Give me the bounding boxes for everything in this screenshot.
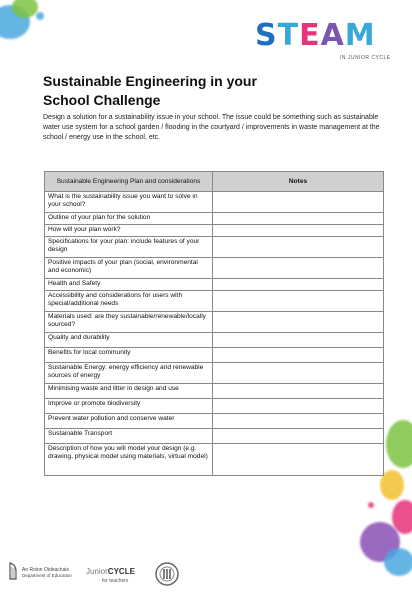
dept-line2: Department of Education [22, 573, 72, 578]
table-row [45, 429, 384, 444]
notes-cell[interactable] [213, 225, 384, 237]
notes-cell[interactable] [213, 213, 384, 225]
row-label: Prevent water pollution and conserve water [45, 414, 213, 429]
row-label: Positive impacts of your plan (social, environmental and economic) [45, 258, 213, 279]
row-label: Materials used: are they sustainable/renewable/locally sourced? [45, 312, 213, 333]
table-row [45, 237, 384, 258]
notes-cell[interactable] [213, 414, 384, 429]
row-label: Accessibility and considerations for users with special/additional needs [45, 291, 213, 312]
logo-subtitle: IN JUNIOR CYCLE [340, 55, 391, 61]
plan-table [44, 171, 384, 476]
notes-cell[interactable] [213, 237, 384, 258]
header-notes: Notes [213, 172, 384, 192]
steam-logo [255, 20, 405, 70]
table-row [45, 225, 384, 237]
notes-cell[interactable] [213, 444, 384, 476]
table-row [45, 279, 384, 291]
paint-splash-green-top-left [12, 0, 38, 18]
table-row [45, 363, 384, 384]
paint-splash-green-right [386, 420, 412, 468]
table-row [45, 312, 384, 333]
logo-letter-s: S [255, 18, 278, 53]
junior-cycle-logo [86, 563, 148, 585]
header-plan: Sustainable Engineering Plan and considerations [45, 172, 213, 192]
logo-letter-e: E [299, 18, 321, 53]
table-row [45, 414, 384, 429]
junior-cycle-wordmark [86, 567, 135, 576]
row-label: Benefits for local community [45, 348, 213, 363]
paint-splash-blue-right [384, 548, 412, 576]
department-of-education-logo [8, 562, 78, 582]
row-label: Sustainable Energy: energy efficiency and renewable sources of energy [45, 363, 213, 384]
logo-letter-m: M [344, 18, 376, 53]
notes-cell[interactable] [213, 279, 384, 291]
jc-word1: Junior [86, 567, 108, 576]
paint-splash-pink-small [368, 502, 374, 508]
logo-letter-a: A [320, 18, 345, 53]
table-row [45, 291, 384, 312]
notes-cell[interactable] [213, 258, 384, 279]
intro-paragraph: Design a solution for a sustainability issue in your school. The issue could be something such as sustainable water use system for a school garden / flooding in the courtyard / improvements in waste management at the school / energy use in the school, etc. [43, 114, 380, 141]
row-label: Minimising waste and litter in design and use [45, 384, 213, 399]
page-title: Sustainable Engineering in your School Challenge [43, 73, 257, 108]
notes-cell[interactable] [213, 192, 384, 213]
logo-letter-t: T [277, 18, 300, 53]
row-label: Quality and durability [45, 333, 213, 348]
notes-cell[interactable] [213, 312, 384, 333]
notes-cell[interactable] [213, 291, 384, 312]
jc-subtitle: for teachers [102, 578, 129, 584]
notes-cell[interactable] [213, 348, 384, 363]
row-label: Description of how you will model your design (e.g. drawing, physical model using materials, virtual model) [45, 444, 213, 476]
table-row [45, 384, 384, 399]
row-label: Health and Safety [45, 279, 213, 291]
notes-cell[interactable] [213, 429, 384, 444]
row-label: How will your plan work? [45, 225, 213, 237]
notes-cell[interactable] [213, 333, 384, 348]
jc-word2: CYCLE [107, 567, 135, 576]
row-label: What is the sustainability issue you want to solve in your school? [45, 192, 213, 213]
row-label: Specifications for your plan: include features of your design [45, 237, 213, 258]
dept-line1: An Roinn Oideachais [22, 567, 69, 573]
table-row [45, 258, 384, 279]
table-row [45, 192, 384, 213]
notes-cell[interactable] [213, 363, 384, 384]
row-label: Sustainable Transport [45, 429, 213, 444]
harp-icon [8, 562, 18, 580]
row-label: Improve or promote biodiversity [45, 399, 213, 414]
table-row [45, 399, 384, 414]
table-row [45, 213, 384, 225]
notes-cell[interactable] [213, 399, 384, 414]
paint-splash-blue-top-left-small [36, 12, 44, 20]
steam-logo-word [255, 20, 405, 52]
table-row [45, 348, 384, 363]
table-row [45, 444, 384, 476]
table-header-row [45, 172, 384, 192]
table-row [45, 333, 384, 348]
circular-emblem-icon [155, 562, 179, 586]
notes-cell[interactable] [213, 384, 384, 399]
row-label: Outline of your plan for the solution [45, 213, 213, 225]
